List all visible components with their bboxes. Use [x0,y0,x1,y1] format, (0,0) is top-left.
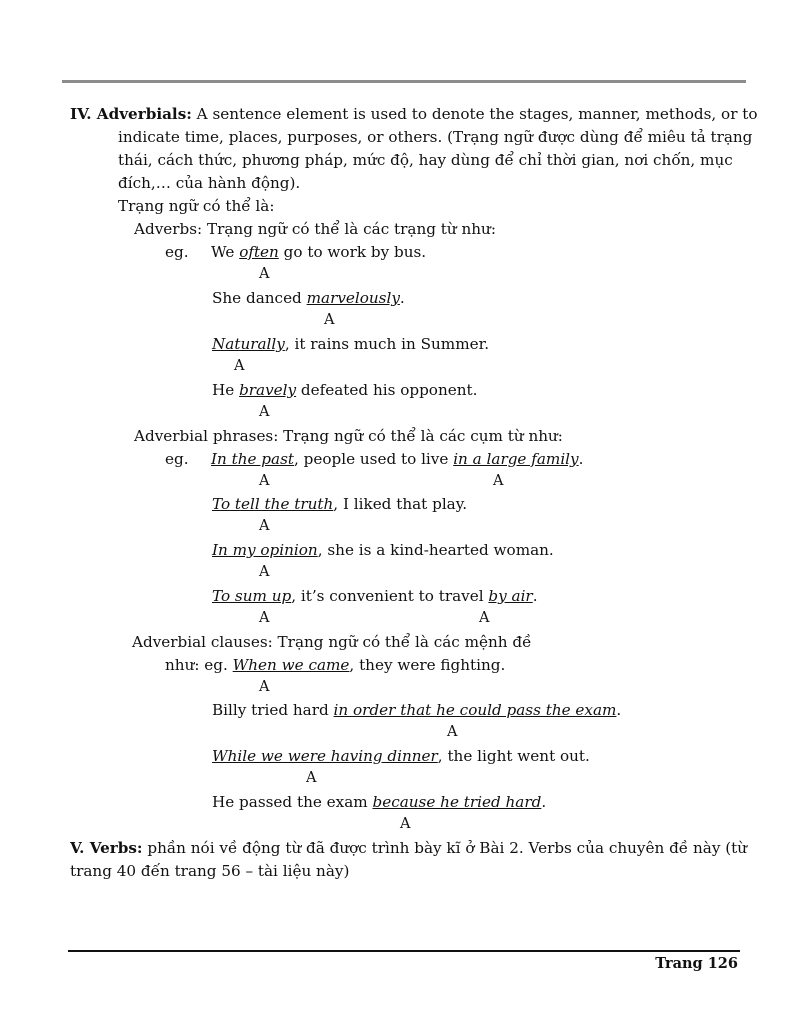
adverbs-heading: Adverbs: Trạng ngữ có thể là các trạng từ như: [134,220,496,238]
section-v-heading: V. Verbs: [70,839,143,857]
adverbial-marker: A [400,816,411,832]
example-sentence: Billy tried hard in order that he could pass the exam. [212,701,622,719]
example-sentence: Naturally, it rains much in Summer. [212,335,490,353]
example-sentence: To sum up, it’s convenient to travel by air. [212,587,538,605]
adverbial-marker: A [306,770,317,786]
clauses-heading: Adverbial clauses: Trạng ngữ có thể là các mệnh đề [132,633,532,651]
adverbial-marker: A [479,610,490,626]
section-v-line-1: V. Verbs: phần nói về động từ đã được trình bày kĩ ở Bài 2. Verbs của chuyên đề này (từ [70,839,748,857]
example-sentence: như: eg. When we came, they were fighting. [165,656,506,674]
adverbial-marker: A [259,679,270,695]
example-sentence: We often go to work by bus. [211,243,427,261]
eg-label: eg. [165,450,189,468]
section-iv-line-2: indicate time, places, purposes, or others. (Trạng ngữ được dùng để miêu tả trạng [118,128,753,146]
phrases-heading: Adverbial phrases: Trạng ngữ có thể là các cụm từ như: [134,427,563,445]
section-v-line-2: trang 40 đến trang 56 – tài liệu này) [70,862,350,880]
section-iv-line-3: thái, cách thức, phương pháp, mức độ, hay dùng để chỉ thời gian, nơi chốn, mục [118,151,733,169]
header-rule [62,80,746,83]
adverbial-marker: A [493,473,504,489]
example-sentence: He passed the exam because he tried hard. [212,793,547,811]
adverbial-marker: A [234,358,245,374]
section-iv-line-1: IV. Adverbials: A sentence element is used to denote the stages, manner, methods, or to [70,105,758,123]
example-sentence: In the past, people used to live in a large family. [211,450,584,468]
adverbial-marker: A [259,518,270,534]
section-iv-heading: IV. Adverbials: [70,105,192,123]
adverbial-marker: A [259,404,270,420]
example-sentence: To tell the truth, I liked that play. [212,495,468,513]
adverbial-marker: A [259,610,270,626]
example-sentence: In my opinion, she is a kind-hearted woman. [212,541,554,559]
adverbial-marker: A [324,312,335,328]
adverbial-marker: A [259,564,270,580]
adverbial-marker: A [259,266,270,282]
eg-label: eg. [165,243,189,261]
example-sentence: He bravely defeated his opponent. [212,381,478,399]
page-number: Trang 126 [655,955,738,972]
example-sentence: She danced marvelously. [212,289,405,307]
can-be-label: Trạng ngữ có thể là: [118,197,275,215]
example-sentence: While we were having dinner, the light went out. [212,747,590,765]
adverbial-marker: A [447,724,458,740]
section-iv-line-4: đích,… của hành động). [118,174,301,192]
footer-rule [68,950,740,952]
adverbial-marker: A [259,473,270,489]
